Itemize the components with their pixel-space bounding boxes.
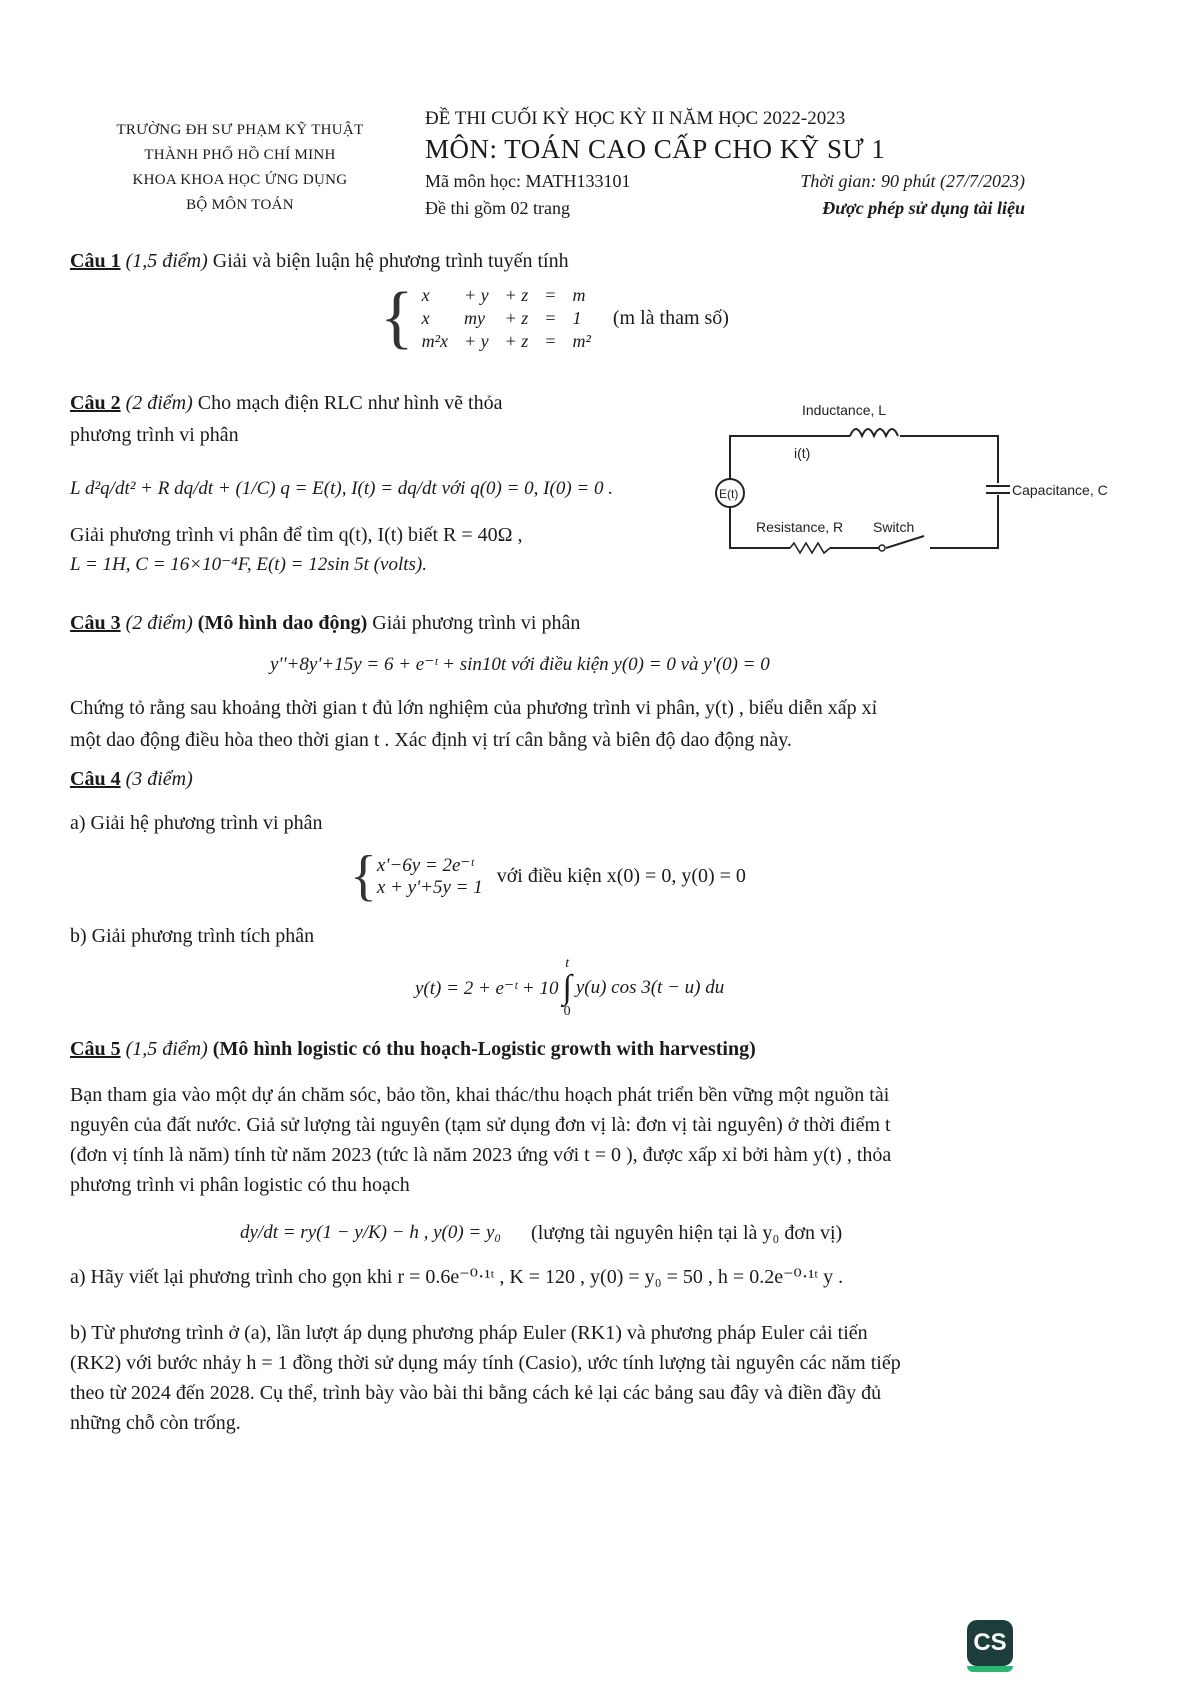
question-3-number: Câu 3 bbox=[70, 612, 121, 634]
system-brace: { bbox=[380, 279, 414, 356]
faculty-name: KHOA KHOA HỌC ỨNG DỤNG bbox=[132, 172, 348, 188]
question-2-points: (2 điểm) bbox=[125, 392, 193, 414]
switch-label: Switch bbox=[873, 519, 915, 535]
question-2-text-3: Giải phương trình vi phân để tìm q(t), I(t) biết R = 40Ω , bbox=[70, 524, 523, 546]
subject-title: MÔN: TOÁN CAO CẤP CHO KỸ SƯ 1 bbox=[425, 134, 886, 164]
eq-term: x bbox=[421, 284, 430, 305]
question-5-paragraph-3: (đơn vị tính là năm) tính từ năm 2023 (tức là năm 2023 ứng với t = 0 ), được xấp xỉ bởi hàm y(t) , thỏa bbox=[70, 1144, 892, 1166]
question-3-text-2: Chứng tỏ rằng sau khoảng thời gian t đủ lớn nghiệm của phương trình vi phân, y(t) , biểu diễn xấp xỉ bbox=[70, 697, 878, 719]
capacitance-label: Capacitance, C bbox=[1012, 482, 1108, 498]
eq-term: = bbox=[544, 284, 557, 305]
question-5b-line-4: những chỗ còn trống. bbox=[70, 1412, 241, 1434]
department-name: BỘ MÔN TOÁN bbox=[186, 197, 294, 213]
question-4a-text: a) Giải hệ phương trình vi phân bbox=[70, 812, 323, 834]
eq-term: = bbox=[544, 307, 557, 328]
integral-upper: t bbox=[565, 956, 570, 971]
eq-term: m bbox=[572, 284, 586, 305]
question-5b-line-3: theo từ 2024 đến 2028. Cụ thể, trình bày vào bài thi bằng cách kẻ lại các bảng sau đây và điền đầy đủ bbox=[70, 1382, 882, 1404]
integral-right: y(u) cos 3(t − u) du bbox=[575, 977, 725, 998]
eq-term: m²x bbox=[421, 330, 448, 351]
question-2-number: Câu 2 bbox=[70, 392, 121, 414]
question-4a-equation-1: x'−6y = 2e⁻ᵗ bbox=[376, 854, 474, 876]
question-5-title bbox=[70, 1038, 756, 1061]
question-1-note: (m là tham số) bbox=[612, 307, 729, 329]
inductance-label: Inductance, L bbox=[802, 402, 887, 418]
question-5-paragraph-2: nguyên của đất nước. Giả sử lượng tài nguyên (tạm sử dụng đơn vị là: đơn vị tài nguyên) ở thời điểm t bbox=[70, 1114, 891, 1136]
question-1-number: Câu 1 bbox=[70, 250, 121, 272]
question-1-equations bbox=[414, 284, 599, 353]
resistance-label: Resistance, R bbox=[756, 519, 844, 535]
question-5-paragraph-4: phương trình vi phân logistic có thu hoạch bbox=[70, 1174, 410, 1196]
eq-term: = bbox=[544, 330, 557, 351]
page-count: Đề thi gồm 02 trang bbox=[425, 198, 570, 218]
question-4b-text: b) Giải phương trình tích phân bbox=[70, 925, 315, 947]
question-4b-equation bbox=[415, 955, 724, 1021]
question-4-points: (3 điểm) bbox=[125, 768, 193, 790]
question-5-number: Câu 5 bbox=[70, 1038, 121, 1060]
eq-term: + z bbox=[504, 284, 529, 305]
question-4a-equation-2: x + y'+5y = 1 bbox=[376, 876, 483, 898]
eq-term: + z bbox=[504, 330, 529, 351]
eq-term: 1 bbox=[572, 307, 582, 328]
question-1-title bbox=[70, 250, 569, 273]
question-1-points: (1,5 điểm) bbox=[125, 250, 208, 272]
integral-left: y(t) = 2 + e⁻ᵗ + 10 bbox=[415, 977, 559, 999]
question-3-text: Giải phương trình vi phân bbox=[372, 612, 581, 634]
question-4-title bbox=[70, 768, 193, 791]
question-1-text: Giải và biện luận hệ phương trình tuyến tính bbox=[212, 250, 569, 272]
question-3-equation: y''+8y'+15y = 6 + e⁻ᵗ + sin10t với điều kiện y(0) = 0 và y'(0) = 0 bbox=[270, 654, 770, 675]
question-4-number: Câu 4 bbox=[70, 768, 121, 790]
equation-row bbox=[414, 307, 599, 330]
course-code: Mã môn học: MATH133101 bbox=[425, 171, 631, 191]
question-4a-system bbox=[350, 845, 746, 907]
question-2-title bbox=[70, 392, 670, 415]
question-2-equation: L d²q/dt² + R dq/dt + (1/C) q = E(t), I(t) = dq/dt với q(0) = 0, I(0) = 0 . bbox=[70, 478, 613, 499]
source-label: E(t) bbox=[719, 487, 739, 501]
exam-time: Thời gian: 90 phút (27/7/2023) bbox=[800, 171, 1025, 191]
city-name: THÀNH PHỐ HỒ CHÍ MINH bbox=[144, 147, 336, 163]
exam-header bbox=[425, 108, 1065, 219]
question-5a-text: a) Hãy viết lại phương trình cho gọn khi r = 0.6e⁻⁰·¹ᵗ , K = 120 , y(0) = y₀ = 50 , h = 0.2e⁻⁰·¹ᵗ y . bbox=[70, 1266, 844, 1288]
materials-note: Được phép sử dụng tài liệu bbox=[822, 198, 1025, 218]
question-2-text: Cho mạch điện RLC như hình vẽ thỏa bbox=[197, 392, 503, 414]
question-3-model: (Mô hình dao động) bbox=[197, 612, 368, 634]
camscanner-logo: CS bbox=[967, 1620, 1013, 1666]
rlc-circuit-diagram bbox=[710, 398, 1110, 568]
current-label: i(t) bbox=[794, 445, 811, 461]
eq-term: + y bbox=[464, 284, 489, 305]
eq-term: my bbox=[464, 307, 485, 328]
question-2-text-4: L = 1H, C = 16×10⁻⁴F, E(t) = 12sin 5t (volts). bbox=[70, 554, 427, 575]
question-5-equation-line bbox=[240, 1218, 842, 1248]
question-2-text-2: phương trình vi phân bbox=[70, 424, 239, 446]
question-5-model: (Mô hình logistic có thu hoạch-Logistic growth with harvesting) bbox=[212, 1038, 756, 1060]
question-5-equation-note: (lượng tài nguyên hiện tại là y₀ đơn vị) bbox=[531, 1222, 843, 1244]
eq-term: + y bbox=[464, 330, 489, 351]
eq-term: + z bbox=[504, 307, 529, 328]
question-3-text-3: một dao động điều hòa theo thời gian t . Xác định vị trí cân bằng và biên độ dao động này. bbox=[70, 729, 792, 751]
integral-lower: 0 bbox=[563, 1004, 571, 1019]
integral-sign: t ∫ 0 bbox=[562, 956, 572, 1019]
question-3-title bbox=[70, 612, 580, 635]
eq-term: m² bbox=[572, 330, 591, 351]
question-1-system bbox=[380, 279, 729, 356]
system-brace: { bbox=[350, 845, 377, 907]
question-4a-condition: với điều kiện x(0) = 0, y(0) = 0 bbox=[496, 865, 746, 887]
question-5b-line-1: b) Từ phương trình ở (a), lần lượt áp dụng phương pháp Euler (RK1) và phương pháp Euler cải tiến bbox=[70, 1322, 868, 1344]
question-5-equation: dy/dt = ry(1 − y/K) − h , y(0) = y₀ bbox=[240, 1222, 502, 1243]
question-5-paragraph-1: Bạn tham gia vào một dự án chăm sóc, bảo tồn, khai thác/thu hoạch phát triển bền vững một nguồn tài bbox=[70, 1084, 890, 1106]
question-5-points: (1,5 điểm) bbox=[125, 1038, 208, 1060]
eq-term: x bbox=[421, 307, 430, 328]
institution-header bbox=[70, 118, 410, 218]
university-name: TRƯỜNG ĐH SƯ PHẠM KỸ THUẬT bbox=[116, 122, 364, 138]
question-3-points: (2 điểm) bbox=[125, 612, 193, 634]
equation-row bbox=[414, 330, 599, 353]
equation-row bbox=[414, 284, 599, 307]
question-5b-line-2: (RK2) với bước nhảy h = 1 đồng thời sử dụng máy tính (Casio), ước tính lượng tài nguyên các năm tiếp bbox=[70, 1352, 901, 1374]
exam-title: ĐỀ THI CUỐI KỲ HỌC KỲ II NĂM HỌC 2022-2023 bbox=[425, 108, 846, 129]
